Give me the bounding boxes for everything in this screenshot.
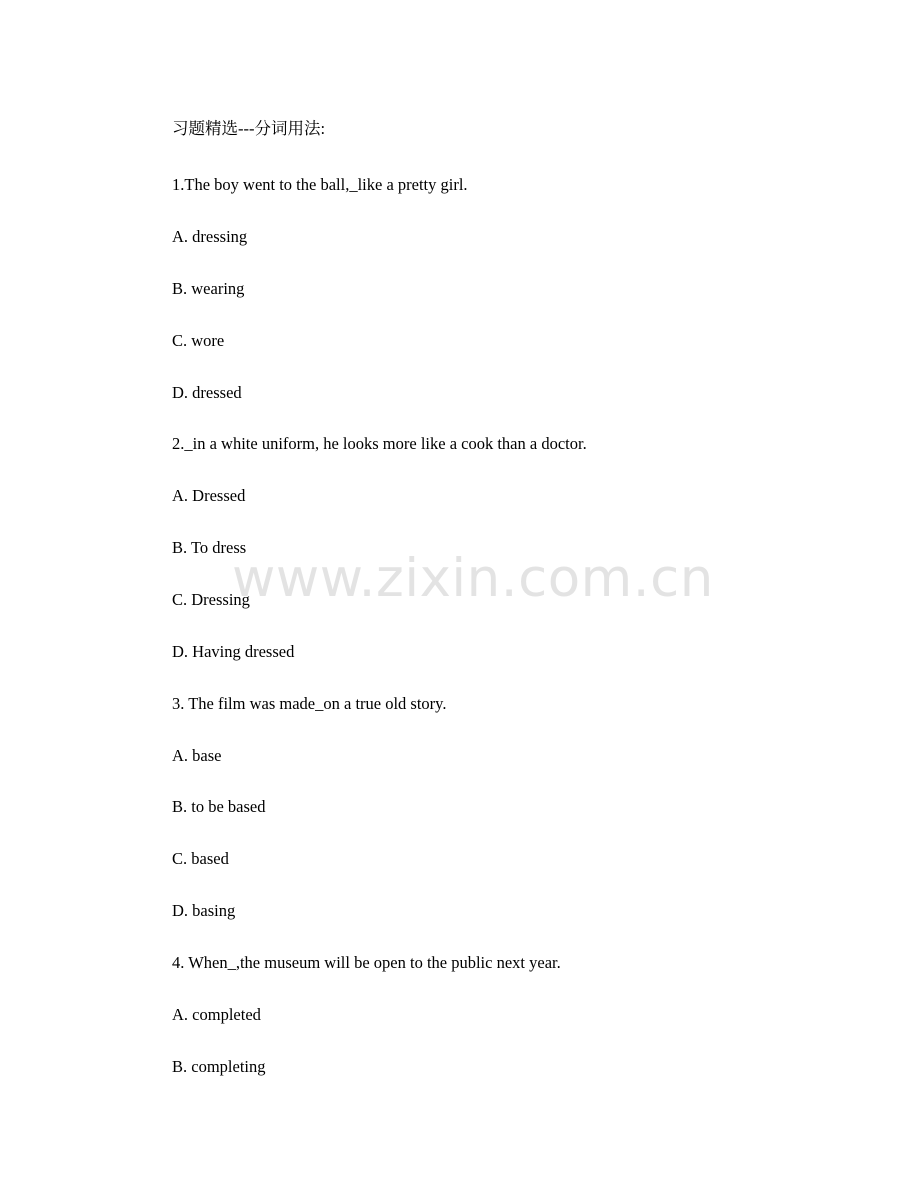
question-2-option-c: C. Dressing bbox=[172, 590, 250, 609]
question-3: 3. The film was made_on a true old story. bbox=[172, 694, 447, 713]
question-1-option-a: A. dressing bbox=[172, 227, 248, 246]
question-2-option-a: A. Dressed bbox=[172, 486, 246, 505]
question-2: 2._in a white uniform, he looks more like a cook than a doctor. bbox=[172, 434, 587, 453]
question-4: 4. When_,the museum will be open to the public next year. bbox=[172, 953, 561, 972]
question-1-option-d: D. dressed bbox=[172, 383, 242, 402]
question-3-option-c: C. based bbox=[172, 849, 229, 868]
question-3-option-d: D. basing bbox=[172, 901, 236, 920]
question-1-option-c: C. wore bbox=[172, 331, 225, 350]
document-title: 习题精选---分词用法: bbox=[172, 119, 326, 138]
question-1-option-b: B. wearing bbox=[172, 279, 245, 298]
watermark: www.zixin.com.cn bbox=[232, 548, 714, 609]
question-3-option-b: B. to be based bbox=[172, 797, 266, 816]
question-2-option-d: D. Having dressed bbox=[172, 642, 295, 661]
question-1: 1.The boy went to the ball,_like a pretty girl. bbox=[172, 175, 468, 194]
question-3-option-a: A. base bbox=[172, 746, 222, 765]
question-2-option-b: B. To dress bbox=[172, 538, 247, 557]
question-4-option-a: A. completed bbox=[172, 1005, 261, 1024]
question-4-option-b: B. completing bbox=[172, 1057, 266, 1076]
